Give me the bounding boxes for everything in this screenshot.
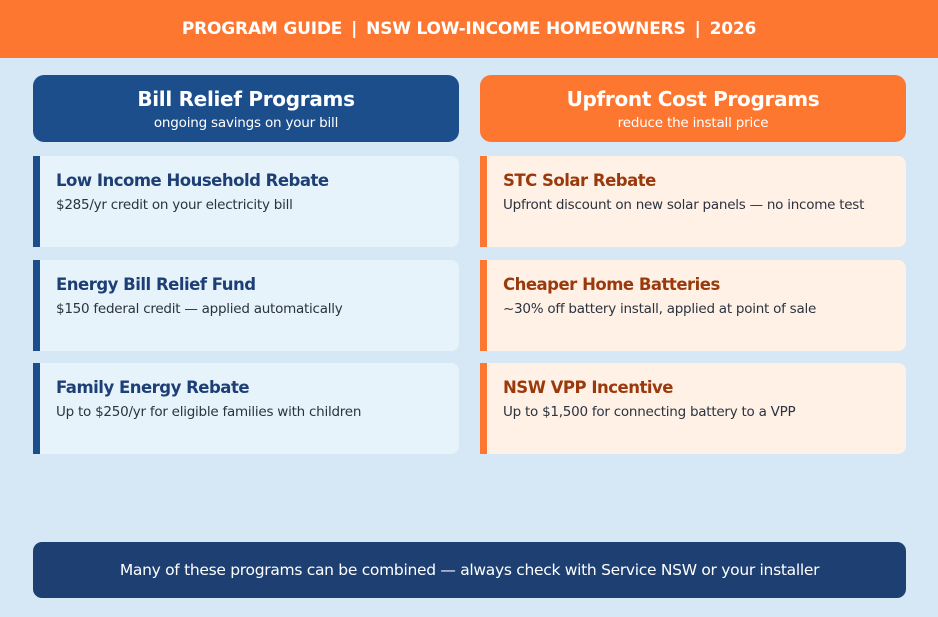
upfront-cost-header [480, 75, 906, 142]
header-audience: NSW LOW-INCOME HOMEOWNERS [366, 19, 686, 39]
bill-relief-title: Bill Relief Programs [137, 87, 355, 111]
program-card-nsw-vpp-incentive [480, 363, 906, 454]
program-card-title: Energy Bill Relief Fund [56, 275, 256, 294]
program-card-title: STC Solar Rebate [503, 171, 656, 190]
program-card-stc-solar-rebate [480, 156, 906, 247]
program-card-title: NSW VPP Incentive [503, 378, 673, 397]
program-card-title: Low Income Household Rebate [56, 171, 329, 190]
header-year: 2026 [709, 19, 757, 39]
program-card-description: ~30% off battery install, applied at point of sale [503, 301, 817, 317]
program-card-description: Up to $1,500 for connecting battery to a VPP [503, 404, 796, 420]
program-card-low-income-household-rebate [33, 156, 459, 247]
program-card-energy-bill-relief-fund [33, 260, 459, 351]
bill-relief-subtitle: ongoing savings on your bill [153, 115, 339, 131]
upfront-cost-subtitle: reduce the install price [617, 115, 769, 131]
footer-text: Many of these programs can be combined — always check with Service NSW or your installer [119, 561, 820, 579]
program-card-title: Cheaper Home Batteries [503, 275, 720, 294]
program-card-title: Family Energy Rebate [56, 378, 250, 397]
header-bar [0, 0, 938, 58]
header-separator: | [351, 19, 358, 39]
program-card-cheaper-home-batteries [480, 260, 906, 351]
bill-relief-header [33, 75, 459, 142]
upfront-cost-title: Upfront Cost Programs [566, 87, 820, 111]
program-card-description: Upfront discount on new solar panels — no income test [503, 197, 865, 213]
footer-note [33, 542, 906, 598]
program-card-description: $150 federal credit — applied automatically [56, 301, 343, 317]
header-title: PROGRAM GUIDE [181, 19, 343, 39]
program-card-family-energy-rebate [33, 363, 459, 454]
program-card-description: $285/yr credit on your electricity bill [56, 197, 293, 213]
program-card-description: Up to $250/yr for eligible families with children [56, 404, 362, 420]
header-separator: | [694, 19, 701, 39]
